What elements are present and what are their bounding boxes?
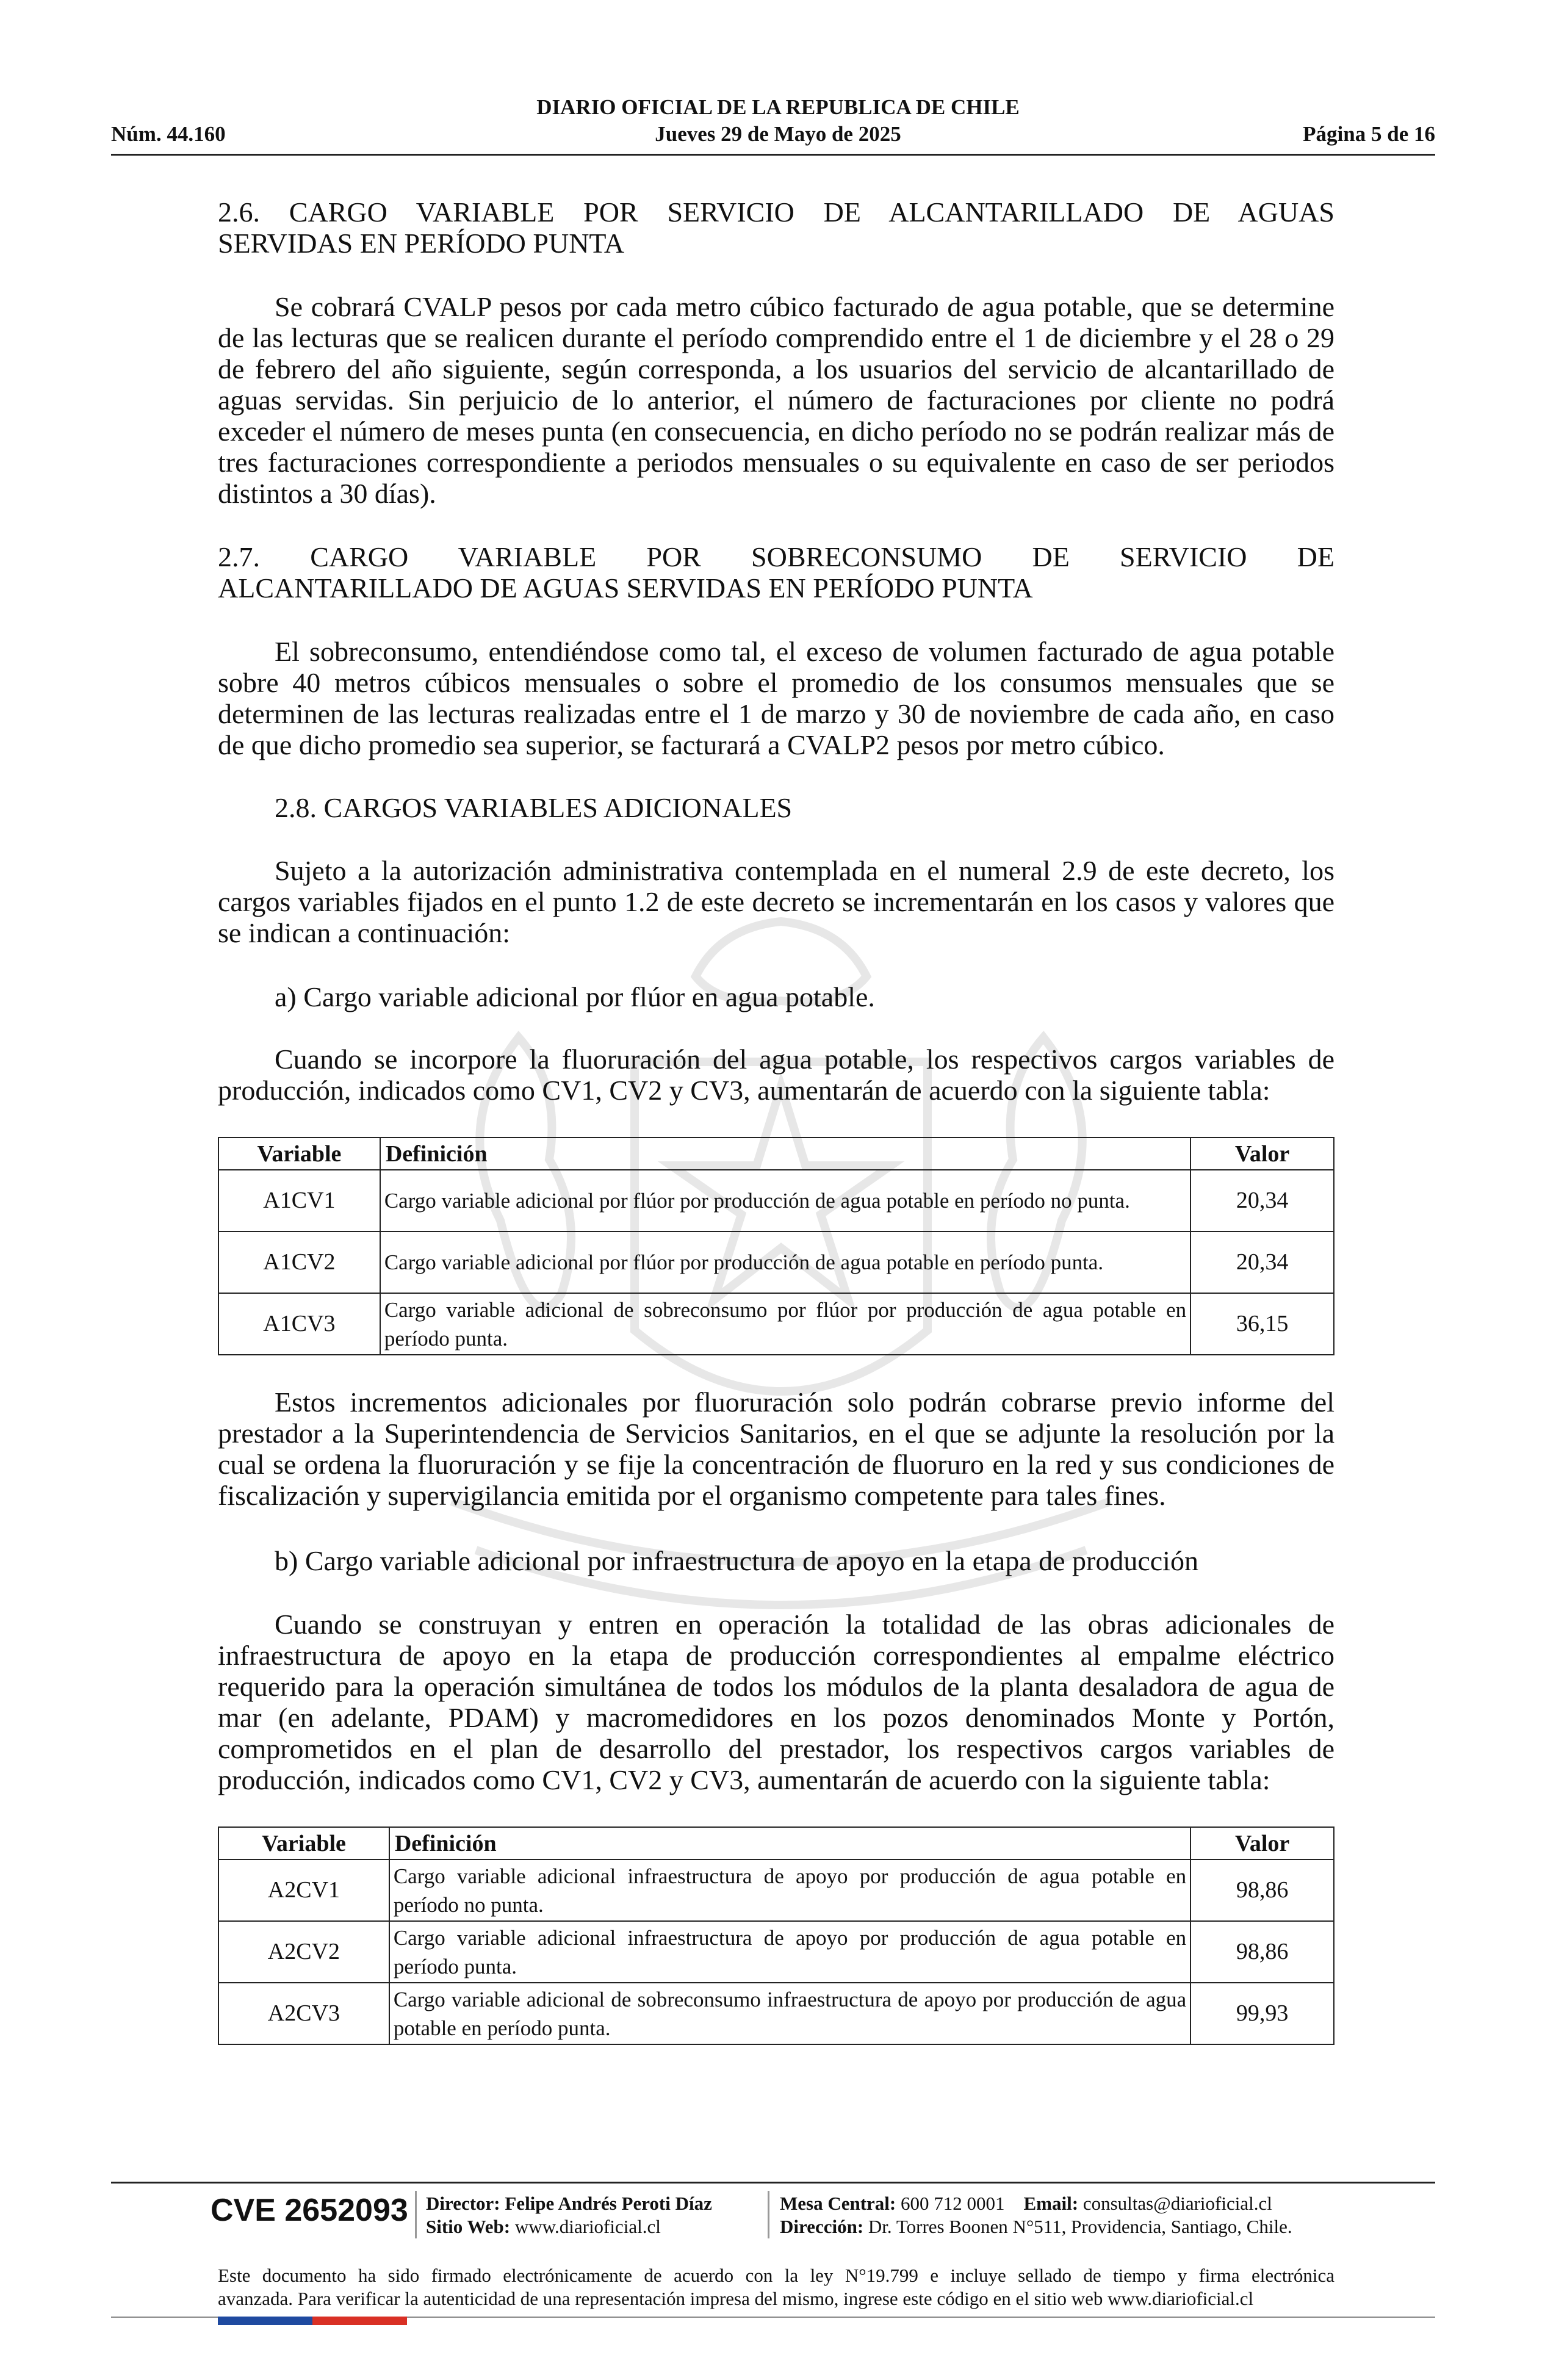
publication-title: DIARIO OFICIAL DE LA REPUBLICA DE CHILE	[536, 95, 1020, 119]
footer-contact-block	[780, 2192, 1292, 2238]
section-2-6-heading-line2: SERVIDAS EN PERÍODO PUNTA	[218, 228, 625, 259]
infrastructure-charges-table	[218, 1826, 1334, 2045]
variable-cell: A2CV1	[218, 1859, 389, 1921]
director-label: Director:	[426, 2193, 500, 2214]
column-header-variable: Variable	[218, 1827, 389, 1859]
value-cell: 99,93	[1190, 1983, 1334, 2044]
variable-cell: A1CV1	[218, 1170, 380, 1231]
issue-date: Jueves 29 de Mayo de 2025	[655, 122, 901, 146]
address-label: Dirección:	[780, 2216, 864, 2237]
issue-number: Núm. 44.160	[111, 122, 226, 146]
definition-cell: Cargo variable adicional de sobreconsumo por flúor por producción de agua potable en período punta.	[380, 1293, 1190, 1355]
variable-cell: A2CV2	[218, 1921, 389, 1983]
footer-separator	[415, 2191, 417, 2238]
subsection-a-heading: a) Cargo variable adicional por flúor en agua potable.	[275, 981, 875, 1012]
definition-cell: Cargo variable adicional por flúor por producción de agua potable en período punta.	[380, 1231, 1190, 1293]
table-row	[218, 1170, 1334, 1231]
column-header-value: Valor	[1190, 1138, 1334, 1170]
table-row	[218, 1921, 1334, 1983]
subsection-b-heading: b) Cargo variable adicional por infraestructura de apoyo en la etapa de producción	[275, 1545, 1198, 1576]
footer-divider	[111, 2182, 1435, 2183]
table-row	[218, 1983, 1334, 2044]
flag-bar-blue	[218, 2317, 312, 2325]
page-indicator: Página 5 de 16	[1303, 122, 1435, 146]
variable-cell: A1CV3	[218, 1293, 380, 1355]
table-header-row	[218, 1827, 1334, 1859]
definition-cell: Cargo variable adicional de sobreconsumo infraestructura de apoyo por producción de agua potable en período punta.	[389, 1983, 1190, 2044]
value-cell: 98,86	[1190, 1859, 1334, 1921]
table-row	[218, 1293, 1334, 1355]
column-header-value: Valor	[1190, 1827, 1334, 1859]
cve-code: CVE 2652093	[211, 2193, 408, 2228]
footer-director-block	[426, 2192, 712, 2238]
section-2-8-paragraph: Sujeto a la autorización administrativa contemplada en el numeral 2.9 de este decreto, los cargos variables fijados en el punto 1.2 de este decreto se incrementarán en los casos y valores que se indican a continuación:	[218, 855, 1334, 948]
phone-label: Mesa Central:	[780, 2193, 896, 2214]
value-cell: 20,34	[1190, 1231, 1334, 1293]
value-cell: 98,86	[1190, 1921, 1334, 1983]
column-header-definition: Definición	[389, 1827, 1190, 1859]
flag-bar-red	[312, 2317, 407, 2325]
variable-cell: A2CV3	[218, 1983, 389, 2044]
value-cell: 20,34	[1190, 1170, 1334, 1231]
section-2-6-heading-line1: 2.6. CARGO VARIABLE POR SERVICIO DE ALCANTARILLADO DE AGUAS	[218, 197, 1334, 228]
site-label: Sitio Web:	[426, 2216, 511, 2237]
subsection-a-closing-paragraph: Estos incrementos adicionales por fluoruración solo podrán cobrarse previo informe del prestador a la Superintendencia de Servicios Sanitarios, en el que se adjunte la resolución por la cual se ordena la fluoruración y se fije la concentración de fluoruro en la red y sus condiciones de fiscalización y supervigilancia emitida por el organismo competente para tales fines.	[218, 1387, 1334, 1511]
signature-notice-line2: avanzada. Para verificar la autenticidad de una representación impresa del mismo, ingrese este código en el sitio web www.diarioficial.cl	[218, 2288, 1254, 2309]
fluor-charges-table	[218, 1137, 1334, 1355]
variable-cell: A1CV2	[218, 1231, 380, 1293]
section-2-7-heading-line1: 2.7. CARGO VARIABLE POR SOBRECONSUMO DE SERVICIO DE	[218, 541, 1334, 572]
subsection-b-paragraph: Cuando se construyan y entren en operación la totalidad de las obras adicionales de infraestructura de apoyo en la etapa de producción correspondientes al empalme eléctrico requerido para la operación simultánea de todos los módulos de la planta desaladora de agua de mar (en adelante, PDAM) y macromedidores en los pozos denominados Monte y Portón, comprometidos en el plan de desarrollo del prestador, los respectivos cargos variables de producción, indicados como CV1, CV2 y CV3, aumentarán de acuerdo con la siguiente tabla:	[218, 1609, 1334, 1795]
signature-notice-line1: Este documento ha sido firmado electrónicamente de acuerdo con la ley N°19.799 e incluye sellado de tiempo y firma electrónica	[218, 2265, 1334, 2286]
section-2-7-heading-line2: ALCANTARILLADO DE AGUAS SERVIDAS EN PERÍODO PUNTA	[218, 572, 1033, 604]
definition-cell: Cargo variable adicional infraestructura de apoyo por producción de agua potable en período no punta.	[389, 1859, 1190, 1921]
section-2-6-paragraph: Se cobrará CVALP pesos por cada metro cúbico facturado de agua potable, que se determine de las lecturas que se realicen durante el período comprendido entre el 1 de diciembre y el 28 o 29 de febrero del año siguiente, según corresponda, a los usuarios del servicio de alcantarillado de aguas servidas. Sin perjuicio de lo anterior, el número de facturaciones por cliente no podrá exceder el número de meses punta (en consecuencia, en dicho período no se podrán realizar más de tres facturaciones correspondiente a periodos mensuales o su equivalente en caso de ser periodos distintos a 30 días).	[218, 291, 1334, 509]
header-divider	[111, 154, 1435, 156]
phone-number: 600 712 0001	[901, 2193, 1005, 2214]
address-text: Dr. Torres Boonen N°511, Providencia, Santiago, Chile.	[868, 2216, 1292, 2237]
value-cell: 36,15	[1190, 1293, 1334, 1355]
subsection-a-paragraph: Cuando se incorpore la fluoruración del agua potable, los respectivos cargos variables de producción, indicados como CV1, CV2 y CV3, aumentarán de acuerdo con la siguiente tabla:	[218, 1044, 1334, 1106]
email-label: Email:	[1023, 2193, 1079, 2214]
email-link[interactable]: consultas@diarioficial.cl	[1082, 2193, 1272, 2214]
section-2-7-paragraph: El sobreconsumo, entendiéndose como tal, el exceso de volumen facturado de agua potable sobre 40 metros cúbicos mensuales o sobre el promedio de los consumos mensuales que se determinen de las lecturas realizadas entre el 1 de marzo y 30 de noviembre de cada año, en caso de que dicho promedio sea superior, se facturará a CVALP2 pesos por metro cúbico.	[218, 636, 1334, 760]
column-header-variable: Variable	[218, 1138, 380, 1170]
table-row	[218, 1859, 1334, 1921]
definition-cell: Cargo variable adicional por flúor por producción de agua potable en período no punta.	[380, 1170, 1190, 1231]
table-row	[218, 1231, 1334, 1293]
section-2-8-heading: 2.8. CARGOS VARIABLES ADICIONALES	[275, 792, 793, 823]
director-name: Felipe Andrés Peroti Díaz	[505, 2193, 712, 2214]
table-header-row	[218, 1138, 1334, 1170]
footer-separator	[768, 2191, 769, 2238]
site-link[interactable]: www.diarioficial.cl	[514, 2216, 661, 2237]
definition-cell: Cargo variable adicional infraestructura de apoyo por producción de agua potable en período punta.	[389, 1921, 1190, 1983]
column-header-definition: Definición	[380, 1138, 1190, 1170]
